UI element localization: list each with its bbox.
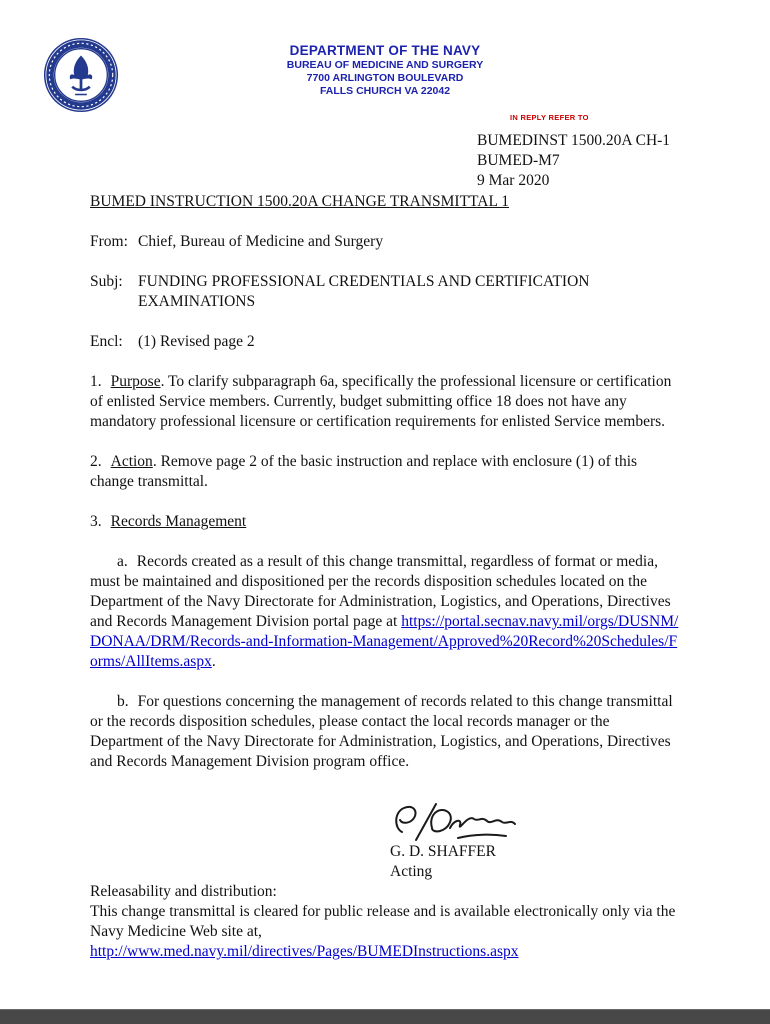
subject-label: Subj: [90, 273, 123, 290]
paragraph-3a [90, 552, 684, 672]
subject-value-line1: FUNDING PROFESSIONAL CREDENTIALS AND CERTIFICATION [138, 273, 590, 290]
from-label: From: [90, 233, 128, 250]
department-of-navy-seal-icon [42, 36, 120, 114]
paragraph-3a-text-after: . [211, 653, 216, 670]
instruction-title: BUMED INSTRUCTION 1500.20A CHANGE TRANSMITTAL 1 [90, 193, 509, 210]
paragraph-1-number: 1. [90, 373, 102, 390]
signer-name: G. D. SHAFFER [390, 843, 496, 860]
paragraph-1-text: . To clarify subparagraph 6a, specifically the professional licensure or certification of enlisted Service members. Currently, budget submitting office 18 does not have any mandatory professional licensure or certification requirements for enlisted Service members. [90, 373, 672, 430]
paragraph-3a-letter: a. [117, 553, 128, 570]
paragraph-2-heading: Action [110, 453, 153, 470]
letterhead-street: 7700 ARLINGTON BOULEVARD [306, 72, 464, 84]
paragraph-1-heading: Purpose [110, 373, 161, 390]
letter-body [0, 192, 770, 962]
from-value: Chief, Bureau of Medicine and Surgery [138, 233, 384, 250]
paragraph-3b [90, 692, 684, 772]
paragraph-3b-letter: b. [117, 693, 129, 710]
releasability-section [90, 882, 684, 962]
records-schedules-portal-link[interactable]: https://portal.secnav.navy.mil/orgs/DUSNM/DONAA/DRM/Records-and-Information-Management/Approved%20Record%20Schedules/Forms/AllItems.aspx [90, 613, 679, 670]
paragraph-3-number: 3. [90, 513, 102, 530]
subject-value [138, 272, 589, 312]
enclosure-label: Encl: [90, 333, 123, 350]
subject-line [90, 272, 684, 312]
releasability-text: This change transmittal is cleared for public release and is available electronically only via the Navy Medicine Web site at, [90, 903, 676, 940]
scan-edge-bar [0, 1009, 770, 1024]
letterhead-department: DEPARTMENT OF THE NAVY [289, 43, 481, 58]
reply-office-code: BUMED-M7 [477, 152, 560, 169]
paragraph-2-number: 2. [90, 453, 102, 470]
navy-medicine-website-link[interactable]: http://www.med.navy.mil/directives/Pages/BUMEDInstructions.aspx [90, 943, 519, 960]
paragraph-2-action [90, 452, 684, 492]
paragraph-3a-text: Records created as a result of this change transmittal, regardless of format or media, must be maintained and dispositioned per the records disposition schedules located on the Department of the Navy Directorate for Administration, Logistics, and Operations, Directives and Records Management Division portal page at [90, 553, 671, 630]
paragraph-1-purpose [90, 372, 684, 432]
letterhead-city: FALLS CHURCH VA 22042 [319, 85, 451, 97]
signature-block [390, 798, 684, 882]
enclosure-line [90, 332, 684, 352]
in-reply-refer-label: IN REPLY REFER TO [510, 113, 589, 122]
from-line [90, 232, 684, 252]
subject-value-line2: EXAMINATIONS [138, 293, 256, 310]
letterhead-bureau: BUREAU OF MEDICINE AND SURGERY [286, 59, 484, 71]
reply-refer-block [477, 108, 670, 191]
enclosure-value: (1) Revised page 2 [138, 333, 255, 350]
signer-title: Acting [390, 863, 433, 880]
reply-date: 9 Mar 2020 [477, 172, 550, 189]
paragraph-3-heading: Records Management [110, 513, 247, 530]
paragraph-3b-text: For questions concerning the management of records related to this change transmittal or the records disposition schedules, please contact the local records manager or the Department of the Navy Directorate for Administration, Logistics, and Operations, Directives and Records Management Division program office. [90, 693, 673, 770]
paragraph-2-text: . Remove page 2 of the basic instruction and replace with enclosure (1) of this change transmittal. [90, 453, 638, 490]
releasability-label: Releasability and distribution: [90, 883, 277, 900]
reply-instruction-number: BUMEDINST 1500.20A CH-1 [477, 132, 671, 149]
paragraph-3-records-management [90, 512, 684, 532]
